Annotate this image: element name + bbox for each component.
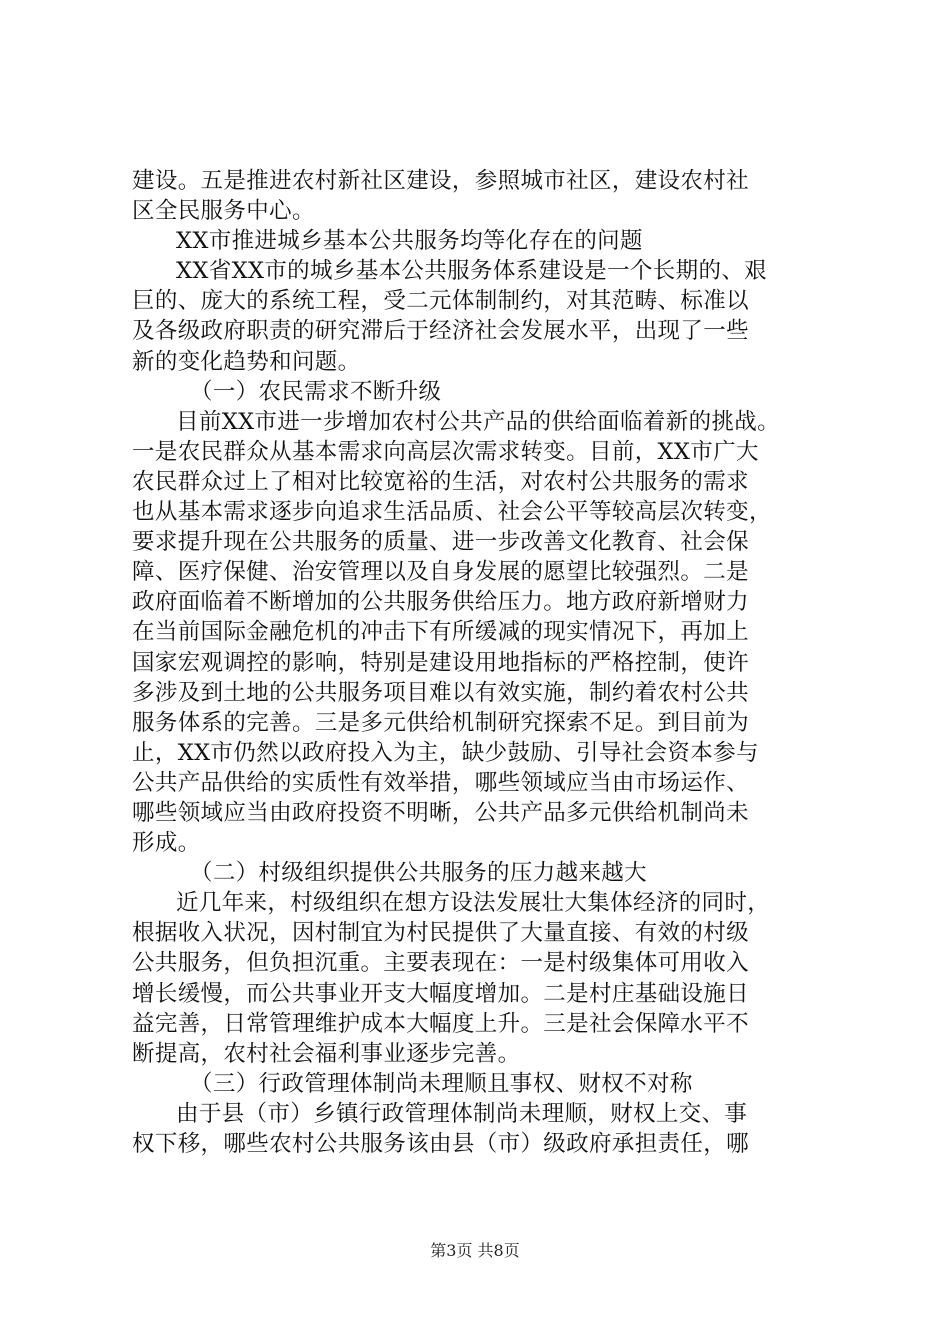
text-line: 断提高，农村社会福利事业逐步完善。: [132, 1040, 521, 1067]
text-line: 建设。五是推进农村新社区建设，参照城市社区，建设农村社: [132, 168, 749, 194]
text-line: 公共产品供给的实质性有效举措，哪些领域应当由市场运作、: [132, 769, 749, 796]
text-line: （三）行政管理体制尚未理顺且事权、财权不对称: [190, 1070, 693, 1097]
text-line: 止，XX市仍然以政府投入为主，缺少鼓励、引导社会资本参与: [132, 739, 759, 766]
text-line: （二）村级组织提供公共服务的压力越来越大: [190, 860, 648, 887]
text-line: 及各级政府职责的研究滞后于经济社会发展水平，出现了一些: [132, 318, 749, 345]
text-line: 要求提升现在公共服务的质量、进一步改善文化教育、社会保: [132, 529, 749, 556]
text-line: XX市推进城乡基本公共服务均等化存在的问题: [176, 228, 643, 255]
text-line: 一是农民群众从基本需求向高层次需求转变。目前，XX市广大: [132, 438, 759, 465]
text-line: XX省XX市的城乡基本公共服务体系建设是一个长期的、艰: [176, 258, 768, 285]
page-footer: 第3页 共8页: [430, 1241, 520, 1260]
document-body: [132, 166, 832, 1159]
text-line: 形成。: [132, 830, 201, 857]
text-line: 由于县（市）乡镇行政管理体制尚未理顺，财权上交、事: [176, 1100, 748, 1127]
text-line: 公共服务，但负担沉重。主要表现在：一是村级集体可用收入: [132, 950, 749, 977]
text-line: 哪些领域应当由政府投资不明晰，公共产品多元供给机制尚未: [132, 799, 749, 826]
text-line: 也从基本需求逐步向追求生活品质、社会公平等较高层次转变，: [132, 499, 772, 526]
text-line: 根据收入状况，因村制宜为村民提供了大量直接、有效的村级: [132, 920, 749, 947]
text-line: 巨的、庞大的系统工程，受二元体制制约，对其范畴、标准以: [132, 288, 749, 315]
text-line: 服务体系的完善。三是多元供给机制研究探索不足。到目前为: [132, 709, 749, 736]
text-line: 近几年来，村级组织在想方设法发展壮大集体经济的同时，: [176, 890, 771, 917]
text-line: 增长缓慢，而公共事业开支大幅度增加。二是村庄基础设施日: [132, 980, 749, 1007]
text-line: 多涉及到土地的公共服务项目难以有效实施，制约着农村公共: [132, 679, 749, 706]
text-line: 区全民服务中心。: [132, 198, 315, 225]
text-line: 农民群众过上了相对比较宽裕的生活，对农村公共服务的需求: [132, 468, 749, 495]
text-line: 在当前国际金融危机的冲击下有所缓减的现实情况下，再加上: [132, 619, 749, 646]
text-line: 障、医疗保健、治安管理以及自身发展的愿望比较强烈。二是: [132, 559, 749, 586]
text-line: 政府面临着不断增加的公共服务供给压力。地方政府新增财力: [132, 589, 749, 616]
text-line: 国家宏观调控的影响，特别是建设用地指标的严格控制，使许: [132, 649, 749, 676]
text-line: （一）农民需求不断升级: [190, 378, 442, 405]
text-line: 新的变化趋势和问题。: [132, 348, 361, 375]
text-line: 权下移，哪些农村公共服务该由县（市）级政府承担责任，哪: [132, 1131, 749, 1157]
text-line: 目前XX市进一步增加农村公共产品的供给面临着新的挑战。: [176, 408, 780, 435]
text-line: 益完善，日常管理维护成本大幅度上升。三是社会保障水平不: [132, 1010, 749, 1037]
